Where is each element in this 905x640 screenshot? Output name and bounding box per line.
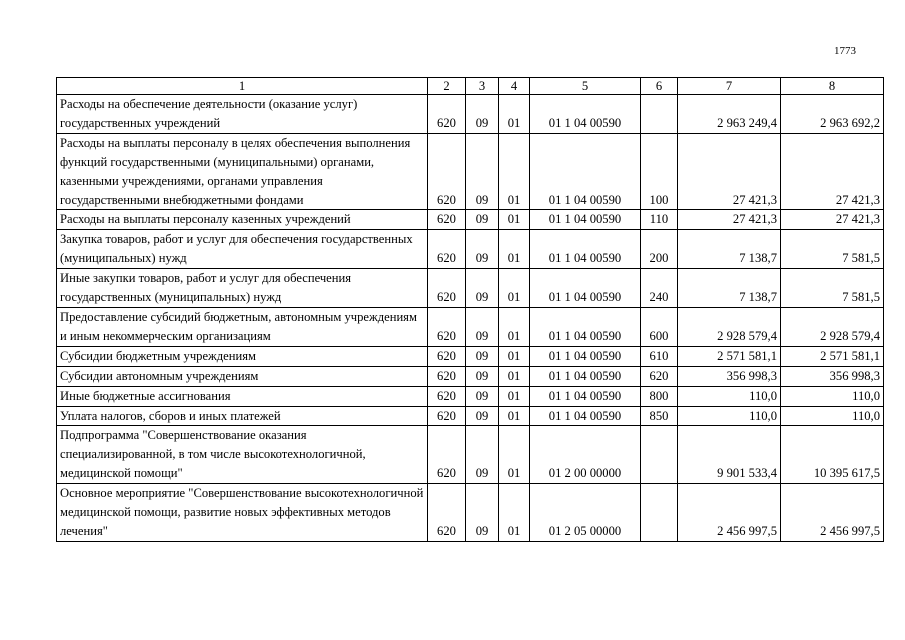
row-name-cell: Иные закупки товаров, работ и услуг для обеспечения государственных (муниципальных) нужд (57, 269, 428, 308)
header-cell: 4 (499, 78, 530, 95)
expense-type-cell: 620 (641, 366, 678, 386)
subsection-cell: 01 (499, 484, 530, 542)
subsection-cell: 01 (499, 366, 530, 386)
target-article-cell: 01 2 00 00000 (530, 426, 641, 484)
amount-year1-cell: 2 456 997,5 (678, 484, 781, 542)
expense-type-cell: 850 (641, 406, 678, 426)
table-row (57, 210, 884, 230)
table-row (57, 95, 884, 134)
expense-type-cell (641, 484, 678, 542)
row-name-cell: Уплата налогов, сборов и иных платежей (57, 406, 428, 426)
admin-code-cell: 620 (428, 230, 466, 269)
table-row (57, 406, 884, 426)
amount-year1-cell: 27 421,3 (678, 210, 781, 230)
row-name-cell: Иные бюджетные ассигнования (57, 386, 428, 406)
target-article-cell: 01 1 04 00590 (530, 230, 641, 269)
admin-code-cell: 620 (428, 366, 466, 386)
row-name-cell: Расходы на обеспечение деятельности (оказание услуг) государственных учреждений (57, 95, 428, 134)
amount-year2-cell: 110,0 (781, 406, 884, 426)
table-row (57, 346, 884, 366)
table-row (57, 366, 884, 386)
target-article-cell: 01 1 04 00590 (530, 346, 641, 366)
expense-type-cell: 100 (641, 133, 678, 210)
subsection-cell: 01 (499, 307, 530, 346)
amount-year1-cell: 356 998,3 (678, 366, 781, 386)
amount-year1-cell: 7 138,7 (678, 230, 781, 269)
page-number: 1773 (834, 45, 856, 57)
expense-type-cell: 610 (641, 346, 678, 366)
section-cell: 09 (466, 366, 499, 386)
header-cell: 5 (530, 78, 641, 95)
target-article-cell: 01 1 04 00590 (530, 366, 641, 386)
row-name-cell: Закупка товаров, работ и услуг для обеспечения государственных (муниципальных) нужд (57, 230, 428, 269)
subsection-cell: 01 (499, 269, 530, 308)
amount-year2-cell: 2 928 579,4 (781, 307, 884, 346)
row-name-cell: Подпрограмма "Совершенствование оказания специализированной, в том числе высокотехнологичной, медицинской помощи" (57, 426, 428, 484)
section-cell: 09 (466, 426, 499, 484)
table-row (57, 269, 884, 308)
header-cell: 8 (781, 78, 884, 95)
expense-type-cell: 110 (641, 210, 678, 230)
subsection-cell: 01 (499, 346, 530, 366)
admin-code-cell: 620 (428, 346, 466, 366)
row-name-cell: Предоставление субсидий бюджетным, автономным учреждениям и иным некоммерческим организациям (57, 307, 428, 346)
amount-year2-cell: 2 963 692,2 (781, 95, 884, 134)
amount-year2-cell: 7 581,5 (781, 269, 884, 308)
table-row (57, 307, 884, 346)
target-article-cell: 01 1 04 00590 (530, 307, 641, 346)
target-article-cell: 01 1 04 00590 (530, 269, 641, 308)
subsection-cell: 01 (499, 406, 530, 426)
admin-code-cell: 620 (428, 386, 466, 406)
row-name-cell: Расходы на выплаты персоналу в целях обеспечения выполнения функций государственными (муниципальными) органами, казенными учреждениями, органами управления государственными внебюджетными фондами (57, 133, 428, 210)
expense-type-cell (641, 426, 678, 484)
row-name-cell: Расходы на выплаты персоналу казенных учреждений (57, 210, 428, 230)
table-row (57, 386, 884, 406)
admin-code-cell: 620 (428, 210, 466, 230)
amount-year2-cell: 2 456 997,5 (781, 484, 884, 542)
section-cell: 09 (466, 95, 499, 134)
row-name-cell: Субсидии бюджетным учреждениям (57, 346, 428, 366)
header-cell: 1 (57, 78, 428, 95)
amount-year2-cell: 10 395 617,5 (781, 426, 884, 484)
header-cell: 3 (466, 78, 499, 95)
table-row (57, 230, 884, 269)
admin-code-cell: 620 (428, 133, 466, 210)
amount-year1-cell: 2 963 249,4 (678, 95, 781, 134)
admin-code-cell: 620 (428, 269, 466, 308)
header-cell: 2 (428, 78, 466, 95)
section-cell: 09 (466, 484, 499, 542)
admin-code-cell: 620 (428, 95, 466, 134)
amount-year2-cell: 27 421,3 (781, 133, 884, 210)
table-header-row (57, 78, 884, 95)
table-body (57, 95, 884, 542)
subsection-cell: 01 (499, 230, 530, 269)
section-cell: 09 (466, 269, 499, 308)
target-article-cell: 01 1 04 00590 (530, 386, 641, 406)
section-cell: 09 (466, 133, 499, 210)
target-article-cell: 01 1 04 00590 (530, 210, 641, 230)
amount-year1-cell: 9 901 533,4 (678, 426, 781, 484)
table-row (57, 484, 884, 542)
expense-type-cell: 240 (641, 269, 678, 308)
subsection-cell: 01 (499, 426, 530, 484)
table-row (57, 426, 884, 484)
expense-type-cell: 600 (641, 307, 678, 346)
amount-year1-cell: 110,0 (678, 406, 781, 426)
subsection-cell: 01 (499, 386, 530, 406)
amount-year1-cell: 2 571 581,1 (678, 346, 781, 366)
section-cell: 09 (466, 346, 499, 366)
expense-type-cell: 800 (641, 386, 678, 406)
subsection-cell: 01 (499, 133, 530, 210)
admin-code-cell: 620 (428, 406, 466, 426)
section-cell: 09 (466, 386, 499, 406)
admin-code-cell: 620 (428, 426, 466, 484)
expense-type-cell: 200 (641, 230, 678, 269)
table-row (57, 133, 884, 210)
budget-table (56, 77, 884, 542)
amount-year2-cell: 110,0 (781, 386, 884, 406)
section-cell: 09 (466, 230, 499, 269)
target-article-cell: 01 1 04 00590 (530, 95, 641, 134)
amount-year1-cell: 27 421,3 (678, 133, 781, 210)
amount-year2-cell: 7 581,5 (781, 230, 884, 269)
amount-year2-cell: 2 571 581,1 (781, 346, 884, 366)
expense-type-cell (641, 95, 678, 134)
target-article-cell: 01 1 04 00590 (530, 133, 641, 210)
subsection-cell: 01 (499, 210, 530, 230)
header-cell: 7 (678, 78, 781, 95)
amount-year1-cell: 7 138,7 (678, 269, 781, 308)
section-cell: 09 (466, 307, 499, 346)
amount-year2-cell: 356 998,3 (781, 366, 884, 386)
row-name-cell: Основное мероприятие "Совершенствование высокотехнологичной медицинской помощи, развитие новых эффективных методов лечения" (57, 484, 428, 542)
header-cell: 6 (641, 78, 678, 95)
amount-year1-cell: 2 928 579,4 (678, 307, 781, 346)
target-article-cell: 01 2 05 00000 (530, 484, 641, 542)
target-article-cell: 01 1 04 00590 (530, 406, 641, 426)
section-cell: 09 (466, 210, 499, 230)
amount-year1-cell: 110,0 (678, 386, 781, 406)
section-cell: 09 (466, 406, 499, 426)
admin-code-cell: 620 (428, 307, 466, 346)
admin-code-cell: 620 (428, 484, 466, 542)
amount-year2-cell: 27 421,3 (781, 210, 884, 230)
row-name-cell: Субсидии автономным учреждениям (57, 366, 428, 386)
subsection-cell: 01 (499, 95, 530, 134)
